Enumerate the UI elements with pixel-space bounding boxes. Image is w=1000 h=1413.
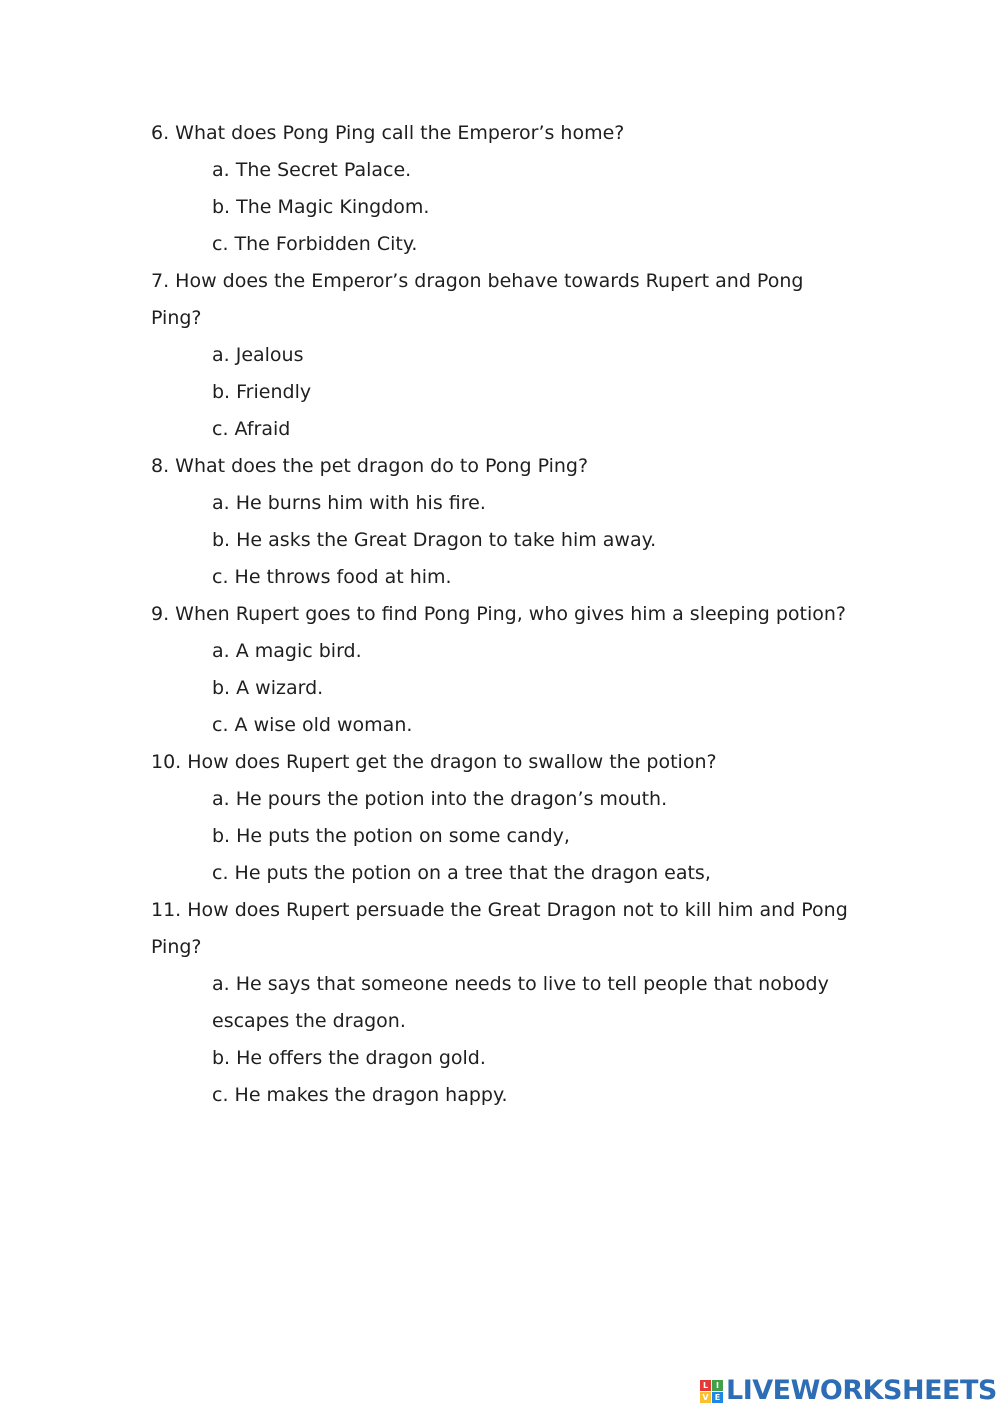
option-a: a. He burns him with his fire.	[212, 492, 486, 514]
option-b: b. He asks the Great Dragon to take him away.	[212, 529, 657, 551]
option-list	[151, 633, 851, 744]
option-a: a. Jealous	[212, 344, 304, 366]
question-text: 7. How does the Emperor’s dragon behave towards Rupert and Pong Ping?	[151, 270, 804, 329]
question-6	[151, 115, 851, 263]
option-list	[151, 966, 851, 1114]
option-c: c. A wise old woman.	[212, 714, 413, 736]
logo-letter-e: E	[712, 1392, 723, 1403]
option-list	[151, 152, 851, 263]
option-c: c. He puts the potion on a tree that the dragon eats,	[212, 862, 711, 884]
logo-letter-l: L	[700, 1380, 711, 1391]
option-a: a. The Secret Palace.	[212, 159, 412, 181]
liveworksheets-logo	[700, 1376, 997, 1406]
option-a: a. He says that someone needs to live to tell people that nobody escapes the dragon.	[212, 973, 829, 1032]
question-7	[151, 263, 851, 448]
option-a: a. A magic bird.	[212, 640, 362, 662]
worksheet-body	[151, 115, 851, 1114]
option-c: c. He makes the dragon happy.	[212, 1084, 508, 1106]
question-8	[151, 448, 851, 596]
logo-letter-i: I	[712, 1380, 723, 1391]
logo-blocks-icon	[700, 1380, 723, 1403]
question-9	[151, 596, 851, 744]
logo-text: LIVEWORKSHEETS	[726, 1375, 997, 1406]
option-b: b. He offers the dragon gold.	[212, 1047, 486, 1069]
question-text: 8. What does the pet dragon do to Pong Ping?	[151, 455, 589, 477]
option-a: a. He pours the potion into the dragon’s mouth.	[212, 788, 668, 810]
option-b: b. Friendly	[212, 381, 312, 403]
option-b: b. A wizard.	[212, 677, 324, 699]
option-c: c. The Forbidden City.	[212, 233, 418, 255]
option-list	[151, 781, 851, 892]
logo-letter-v: V	[700, 1392, 711, 1403]
question-text: 10. How does Rupert get the dragon to swallow the potion?	[151, 751, 717, 773]
question-11	[151, 892, 851, 1114]
option-b: b. He puts the potion on some candy,	[212, 825, 570, 847]
question-10	[151, 744, 851, 892]
option-list	[151, 337, 851, 448]
question-text: 9. When Rupert goes to find Pong Ping, who gives him a sleeping potion?	[151, 603, 847, 625]
option-c: c. He throws food at him.	[212, 566, 452, 588]
option-list	[151, 485, 851, 596]
question-text: 6. What does Pong Ping call the Emperor’s home?	[151, 122, 625, 144]
option-b: b. The Magic Kingdom.	[212, 196, 430, 218]
option-c: c. Afraid	[212, 418, 291, 440]
question-text: 11. How does Rupert persuade the Great Dragon not to kill him and Pong Ping?	[151, 899, 848, 958]
